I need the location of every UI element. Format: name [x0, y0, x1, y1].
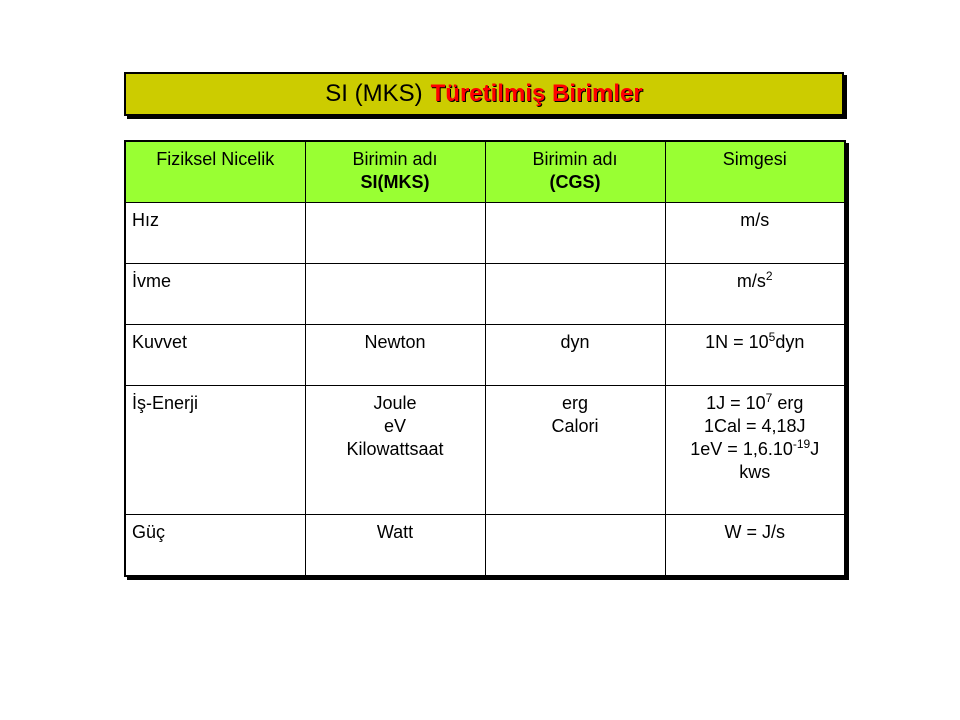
- cell-quantity: [125, 386, 305, 515]
- cell-symbol: [665, 264, 845, 325]
- quantity-label: İvme: [132, 271, 172, 291]
- cell-symbol: [665, 203, 845, 264]
- si-unit-name: Newton: [364, 332, 426, 352]
- header-symbol: [665, 141, 845, 203]
- cell-si-unit: [305, 264, 485, 325]
- table-body: [125, 203, 845, 577]
- cell-cgs-unit: [485, 203, 665, 264]
- slide-title: [124, 72, 844, 116]
- header-row: [125, 141, 845, 203]
- cell-si-unit: [305, 203, 485, 264]
- header-quantity: [125, 141, 305, 203]
- cgs-unit-name: Calori: [551, 416, 599, 436]
- table-row: [125, 515, 845, 577]
- symbol-exponent: 7: [765, 391, 773, 405]
- header-cgs-label: Birimin adı: [532, 149, 618, 169]
- symbol-base: m/s: [740, 210, 770, 230]
- symbol-base: 1J = 10: [706, 393, 766, 413]
- si-unit-name: Kilowattsaat: [346, 439, 444, 459]
- si-unit-name: Joule: [373, 393, 417, 413]
- units-table: [124, 140, 846, 577]
- symbol-base: m/s: [736, 271, 766, 291]
- symbol-tail: dyn: [775, 332, 805, 352]
- symbol-line: [672, 270, 839, 293]
- cell-cgs-unit: [485, 325, 665, 386]
- si-unit-name: Watt: [376, 522, 414, 542]
- symbol-line: [672, 438, 839, 461]
- cell-symbol: [665, 325, 845, 386]
- symbol-tail: erg: [772, 393, 804, 413]
- symbol-line: [672, 331, 839, 354]
- symbol-exponent: 5: [768, 330, 776, 344]
- quantity-label: Güç: [132, 522, 166, 542]
- cell-cgs-unit: [485, 386, 665, 515]
- cell-quantity: [125, 264, 305, 325]
- cell-symbol: [665, 515, 845, 577]
- table-row: [125, 325, 845, 386]
- header-cgs-unit: [485, 141, 665, 203]
- symbol-base: 1eV = 1,6.10: [690, 439, 793, 459]
- symbol-base: kws: [739, 462, 771, 482]
- cell-si-unit: [305, 325, 485, 386]
- quantity-label: Kuvvet: [132, 332, 188, 352]
- symbol-line: [672, 415, 839, 438]
- title-accent: Türetilmiş Birimler: [430, 80, 643, 107]
- quantity-label: Hız: [132, 210, 159, 230]
- header-si-unit: [305, 141, 485, 203]
- table-row: [125, 386, 845, 515]
- cell-cgs-unit: [485, 515, 665, 577]
- header-symbol-label: Simgesi: [722, 149, 787, 169]
- symbol-base: W = J/s: [724, 522, 785, 542]
- symbol-base: 1N = 10: [705, 332, 769, 352]
- symbol-exponent: 2: [765, 269, 773, 283]
- table-row: [125, 264, 845, 325]
- table-row: [125, 203, 845, 264]
- si-unit-name: eV: [383, 416, 407, 436]
- cell-quantity: [125, 515, 305, 577]
- quantity-label: İş-Enerji: [132, 393, 199, 413]
- symbol-line: [672, 461, 839, 484]
- header-quantity-label: Fiziksel Nicelik: [156, 149, 275, 169]
- cell-quantity: [125, 203, 305, 264]
- header-si-label: Birimin adı: [352, 149, 438, 169]
- symbol-base: 1Cal = 4,18J: [703, 416, 806, 436]
- header-cgs-sub: (CGS): [549, 172, 601, 192]
- title-plain: SI (MKS): [325, 80, 423, 107]
- symbol-line: [672, 209, 839, 232]
- cgs-unit-name: dyn: [560, 332, 590, 352]
- symbol-line: [672, 521, 839, 544]
- cell-si-unit: [305, 515, 485, 577]
- cell-symbol: [665, 386, 845, 515]
- symbol-tail: J: [810, 439, 820, 459]
- cgs-unit-name: erg: [561, 393, 588, 413]
- header-si-sub: SI(MKS): [360, 172, 430, 192]
- cell-si-unit: [305, 386, 485, 515]
- symbol-line: [672, 392, 839, 415]
- cell-quantity: [125, 325, 305, 386]
- symbol-exponent: -19: [792, 437, 811, 451]
- cell-cgs-unit: [485, 264, 665, 325]
